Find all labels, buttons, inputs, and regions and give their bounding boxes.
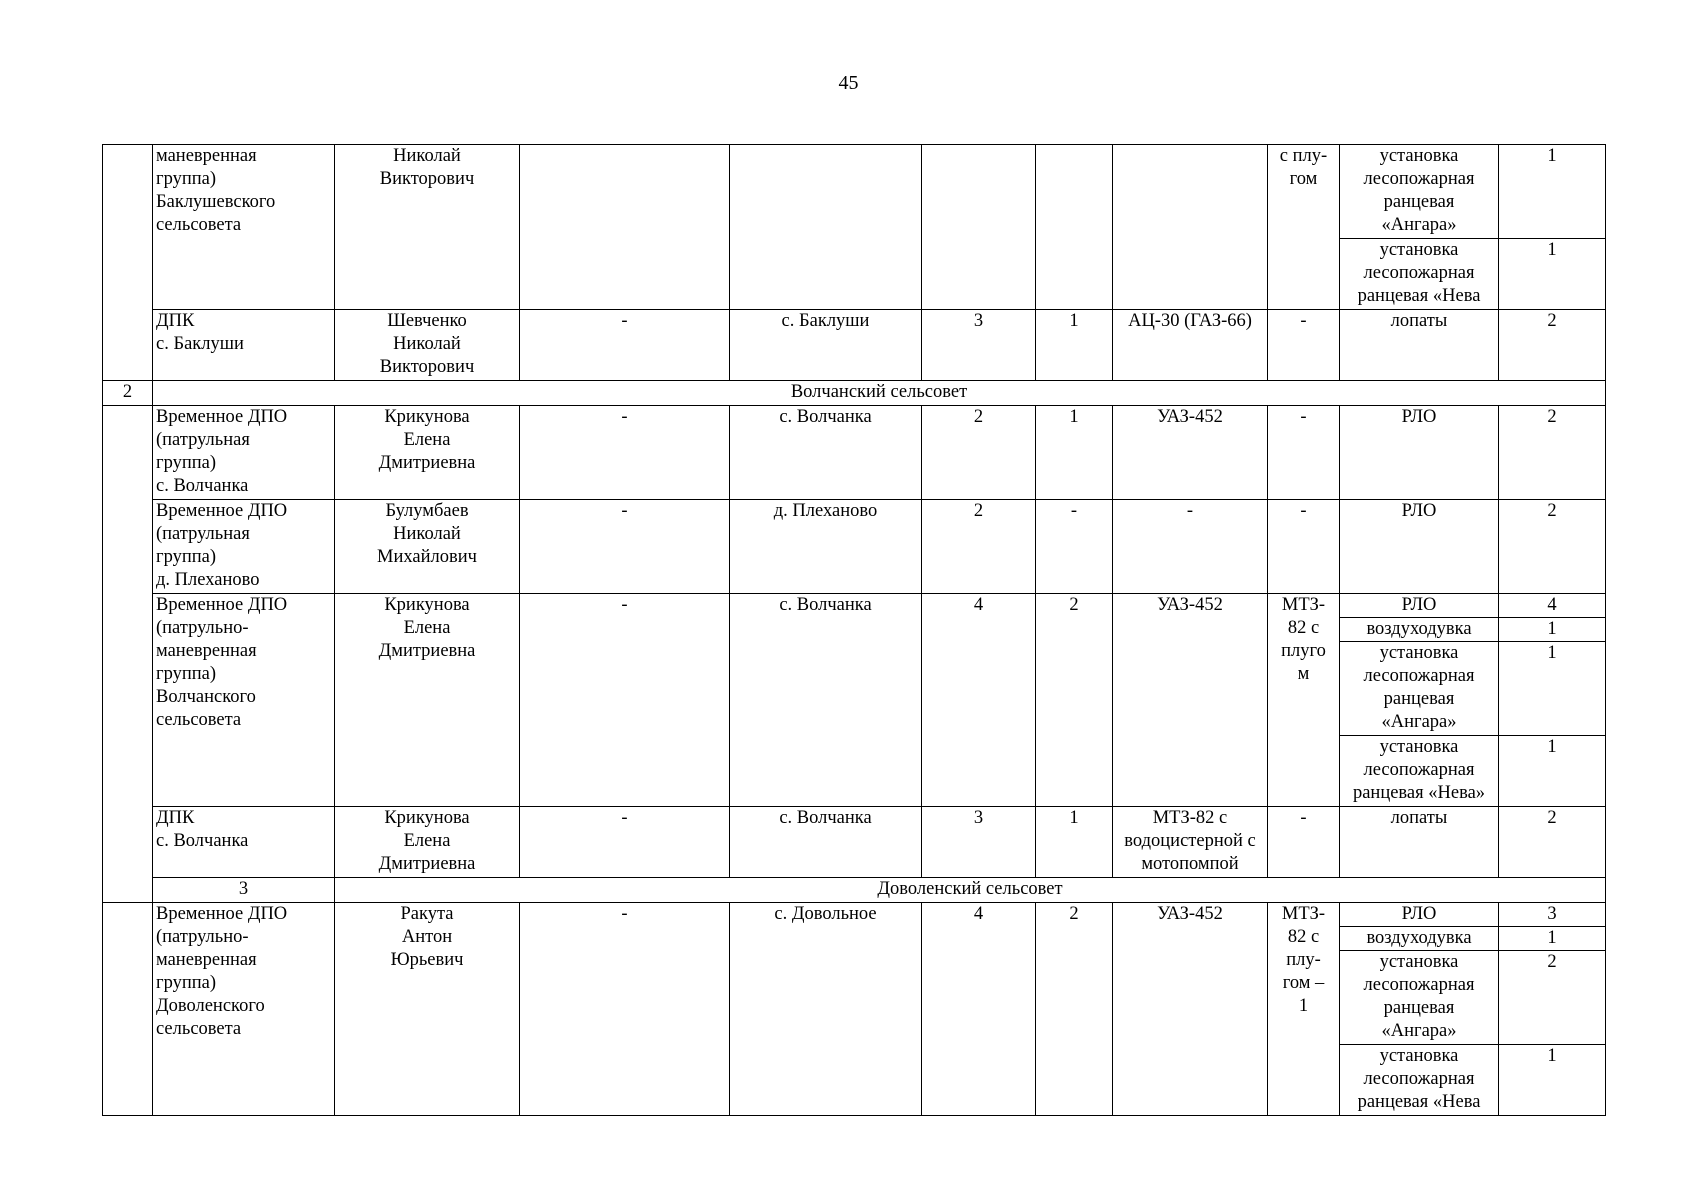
unit-name-cell: Временное ДПО (патрульная группа) с. Волчанка xyxy=(153,405,335,499)
head-cell: Крикунова Елена Дмитриевна xyxy=(335,593,520,806)
location-cell: с. Довольное xyxy=(730,902,922,1116)
location-cell: с. Волчанка xyxy=(730,593,922,806)
section-number: 3 xyxy=(153,878,335,902)
quantity-cell: 2 xyxy=(1499,310,1606,381)
table-row xyxy=(103,145,1606,239)
equipment-cell: воздуходувка xyxy=(1340,617,1499,641)
quantity-cell: 1 xyxy=(1499,1044,1606,1115)
section-number: 2 xyxy=(103,381,153,405)
phone-cell: - xyxy=(520,593,730,806)
section-title: Доволенский сельсовет xyxy=(335,878,1606,902)
unit-name-cell: Временное ДПО (патрульно- маневренная группа) Волчанского сельсовета xyxy=(153,593,335,806)
tractor-cell: - xyxy=(1268,405,1340,499)
people-cell: 2 xyxy=(922,405,1036,499)
tractor-cell: МТЗ- 82 с плу- гом – 1 xyxy=(1268,902,1340,1116)
quantity-cell: 1 xyxy=(1499,617,1606,641)
equipment-cell: РЛО xyxy=(1340,405,1499,499)
quantity-cell: 4 xyxy=(1499,593,1606,617)
units-cell xyxy=(1036,145,1113,310)
people-cell: 3 xyxy=(922,310,1036,381)
vehicle-cell: МТЗ-82 с водоцистерной с мотопомпой xyxy=(1113,807,1268,878)
head-cell: Крикунова Елена Дмитриевна xyxy=(335,405,520,499)
units-cell: 2 xyxy=(1036,593,1113,806)
people-cell xyxy=(922,145,1036,310)
table-row xyxy=(103,807,1606,878)
equipment-cell: установка лесопожарная ранцевая «Нева xyxy=(1340,239,1499,310)
quantity-cell: 1 xyxy=(1499,145,1606,239)
page-number: 45 xyxy=(838,72,859,94)
quantity-cell: 3 xyxy=(1499,902,1606,926)
tractor-cell: - xyxy=(1268,310,1340,381)
quantity-cell: 1 xyxy=(1499,641,1606,735)
vehicle-cell xyxy=(1113,145,1268,310)
quantity-cell: 1 xyxy=(1499,926,1606,950)
unit-name-cell: Временное ДПО (патрульная группа) д. Плеханово xyxy=(153,499,335,593)
table-row xyxy=(103,405,1606,499)
units-cell: 2 xyxy=(1036,902,1113,1116)
equipment-cell: РЛО xyxy=(1340,593,1499,617)
number-cell xyxy=(103,902,153,1116)
vehicle-cell: УАЗ-452 xyxy=(1113,405,1268,499)
fire-brigades-table xyxy=(102,144,1606,1116)
people-cell: 2 xyxy=(922,499,1036,593)
table-row xyxy=(103,310,1606,381)
people-cell: 3 xyxy=(922,807,1036,878)
unit-name-cell: ДПК с. Баклуши xyxy=(153,310,335,381)
location-cell xyxy=(730,145,922,310)
head-cell: Ракута Антон Юрьевич xyxy=(335,902,520,1116)
equipment-cell: установка лесопожарная ранцевая «Ангара» xyxy=(1340,950,1499,1044)
tractor-cell: с плу- гом xyxy=(1268,145,1340,310)
quantity-cell: 2 xyxy=(1499,807,1606,878)
tractor-cell: - xyxy=(1268,807,1340,878)
section-title: Волчанский сельсовет xyxy=(153,381,1606,405)
tractor-cell: МТЗ- 82 с плуго м xyxy=(1268,593,1340,806)
section-row-volchansky xyxy=(103,381,1606,405)
vehicle-cell: - xyxy=(1113,499,1268,593)
units-cell: 1 xyxy=(1036,807,1113,878)
vehicle-cell: УАЗ-452 xyxy=(1113,593,1268,806)
head-cell: Шевченко Николай Викторович xyxy=(335,310,520,381)
head-cell: Крикунова Елена Дмитриевна xyxy=(335,807,520,878)
phone-cell xyxy=(520,145,730,310)
unit-name-cell: маневренная группа) Баклушевского сельсовета xyxy=(153,145,335,310)
location-cell: с. Волчанка xyxy=(730,807,922,878)
location-cell: с. Волчанка xyxy=(730,405,922,499)
equipment-cell: лопаты xyxy=(1340,310,1499,381)
units-cell: 1 xyxy=(1036,405,1113,499)
equipment-cell: РЛО xyxy=(1340,499,1499,593)
phone-cell: - xyxy=(520,405,730,499)
location-cell: с. Баклуши xyxy=(730,310,922,381)
unit-name-cell: Временное ДПО (патрульно- маневренная группа) Доволенского сельсовета xyxy=(153,902,335,1116)
equipment-cell: РЛО xyxy=(1340,902,1499,926)
unit-name-cell: ДПК с. Волчанка xyxy=(153,807,335,878)
table-row xyxy=(103,499,1606,593)
table-row xyxy=(103,593,1606,617)
location-cell: д. Плеханово xyxy=(730,499,922,593)
tractor-cell: - xyxy=(1268,499,1340,593)
phone-cell: - xyxy=(520,807,730,878)
vehicle-cell: УАЗ-452 xyxy=(1113,902,1268,1116)
equipment-cell: установка лесопожарная ранцевая «Нева» xyxy=(1340,736,1499,807)
vehicle-cell: АЦ-30 (ГАЗ-66) xyxy=(1113,310,1268,381)
phone-cell: - xyxy=(520,499,730,593)
quantity-cell: 2 xyxy=(1499,499,1606,593)
equipment-cell: воздуходувка xyxy=(1340,926,1499,950)
equipment-cell: установка лесопожарная ранцевая «Ангара» xyxy=(1340,145,1499,239)
quantity-cell: 1 xyxy=(1499,239,1606,310)
equipment-cell: установка лесопожарная ранцевая «Ангара» xyxy=(1340,641,1499,735)
head-cell: Николай Викторович xyxy=(335,145,520,310)
quantity-cell: 2 xyxy=(1499,405,1606,499)
quantity-cell: 2 xyxy=(1499,950,1606,1044)
equipment-cell: лопаты xyxy=(1340,807,1499,878)
number-cell xyxy=(103,405,153,902)
head-cell: Булумбаев Николай Михайлович xyxy=(335,499,520,593)
phone-cell: - xyxy=(520,902,730,1116)
people-cell: 4 xyxy=(922,902,1036,1116)
units-cell: - xyxy=(1036,499,1113,593)
phone-cell: - xyxy=(520,310,730,381)
quantity-cell: 1 xyxy=(1499,736,1606,807)
number-cell xyxy=(103,145,153,381)
section-row-dovolensky xyxy=(103,878,1606,902)
units-cell: 1 xyxy=(1036,310,1113,381)
table-row xyxy=(103,902,1606,926)
equipment-cell: установка лесопожарная ранцевая «Нева xyxy=(1340,1044,1499,1115)
people-cell: 4 xyxy=(922,593,1036,806)
